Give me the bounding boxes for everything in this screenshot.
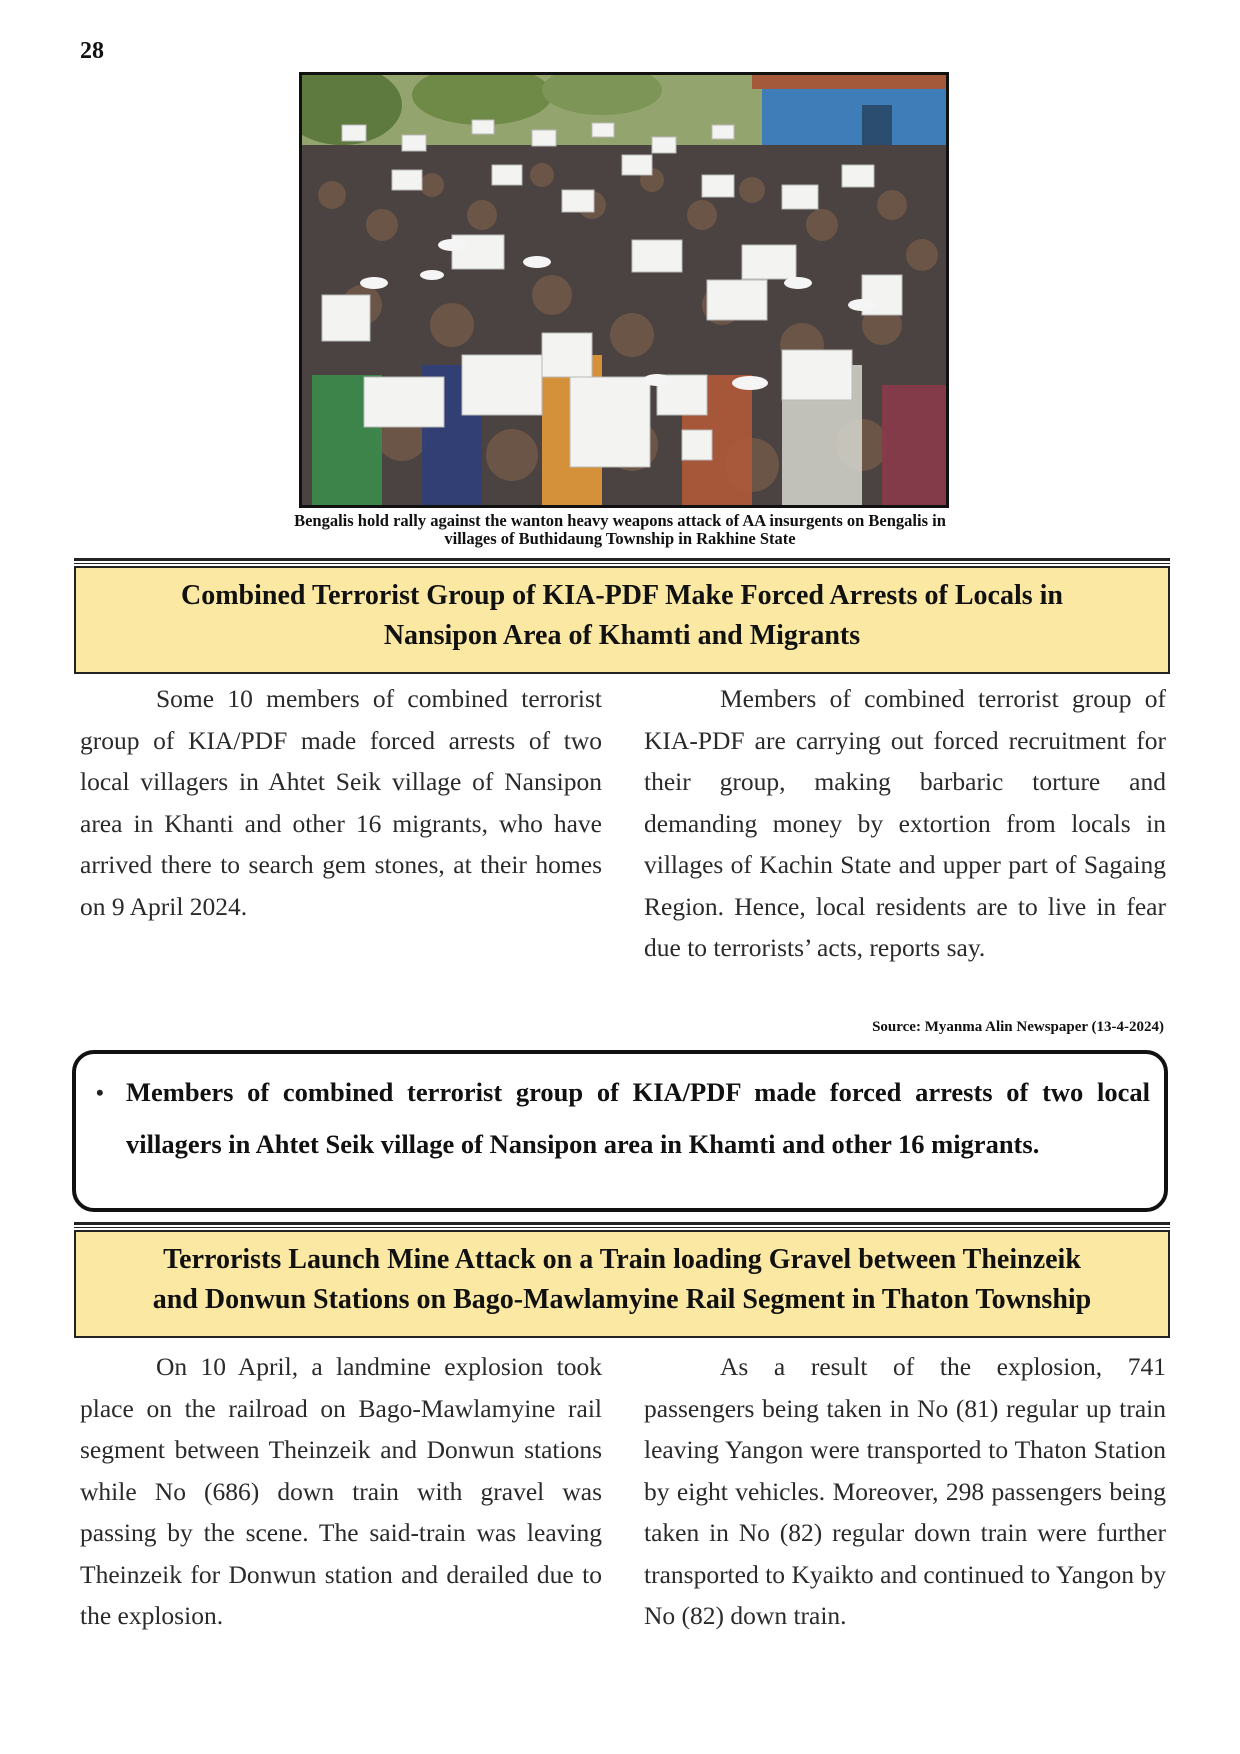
article2-paragraph-left: On 10 April, a landmine explosion took place on the railroad on Bago-Mawlamyine rail segment between Theinzeik and Donwun stations while No (686) down train with gravel was passing by the scene. The said-train was leaving Theinzeik for Donwun station and derailed due to the explosion. (80, 1352, 602, 1630)
section-divider (74, 1222, 1170, 1225)
article1-headline-line-1: Combined Terrorist Group of KIA-PDF Make Forced Arrests of Locals in (181, 580, 1063, 611)
bullet-icon: • (96, 1080, 104, 1105)
highlight-text: Members of combined terrorist group of KIA/PDF made forced arrests of two local villagers in Ahtet Seik village of Nansipon area in Khamti and other 16 migrants. (126, 1077, 1150, 1159)
article2-headline-line-1: Terrorists Launch Mine Attack on a Train loading Gravel between Theinzeik (163, 1244, 1081, 1275)
highlight-box (72, 1050, 1168, 1212)
article1-headline (74, 566, 1170, 674)
photo-caption (140, 512, 1100, 548)
article1-column-left (80, 678, 602, 927)
rally-photo (299, 72, 949, 508)
article1-column-right (644, 678, 1166, 969)
section-divider (74, 558, 1170, 561)
article1-paragraph-right: Members of combined terrorist group of KIA-PDF are carrying out forced recruitment for their group, making barbaric torture and demanding money by extortion from locals in villages of Kachin State and upper part of Sagaing Region. Hence, local residents are to live in fear due to terrorists’ acts, reports say. (644, 684, 1166, 962)
article2-column-left (80, 1346, 602, 1637)
page-number: 28 (80, 38, 104, 64)
article2-paragraph-right: As a result of the explosion, 741 passengers being taken in No (81) regular up train leaving Yangon were transported to Thaton Station by eight vehicles. Moreover, 298 passengers being taken in No (82) regular down train were further transported to Kyaikto and continued to Yangon by No (82) down train. (644, 1352, 1166, 1630)
article1-paragraph-left: Some 10 members of combined terrorist group of KIA/PDF made forced arrests of two local villagers in Ahtet Seik village of Nansipon area in Khanti and other 16 migrants, who have arrived there to search gem stones, at their homes on 9 April 2024. (80, 684, 602, 921)
caption-line-1: Bengalis hold rally against the wanton heavy weapons attack of AA insurgents on Bengalis in (294, 511, 946, 530)
article2-column-right (644, 1346, 1166, 1637)
section-divider-thin (74, 1227, 1170, 1228)
article1-source: Source: Myanma Alin Newspaper (13-4-2024) (872, 1019, 1164, 1035)
article1-headline-line-2: Nansipon Area of Khamti and Migrants (383, 620, 861, 651)
article2-headline (74, 1230, 1170, 1338)
article2-headline-line-2: and Donwun Stations on Bago-Mawlamyine Rail Segment in Thaton Township (152, 1284, 1092, 1315)
section-divider-thin (74, 563, 1170, 564)
caption-line-2: villages of Buthidaung Township in Rakhine State (444, 529, 796, 548)
